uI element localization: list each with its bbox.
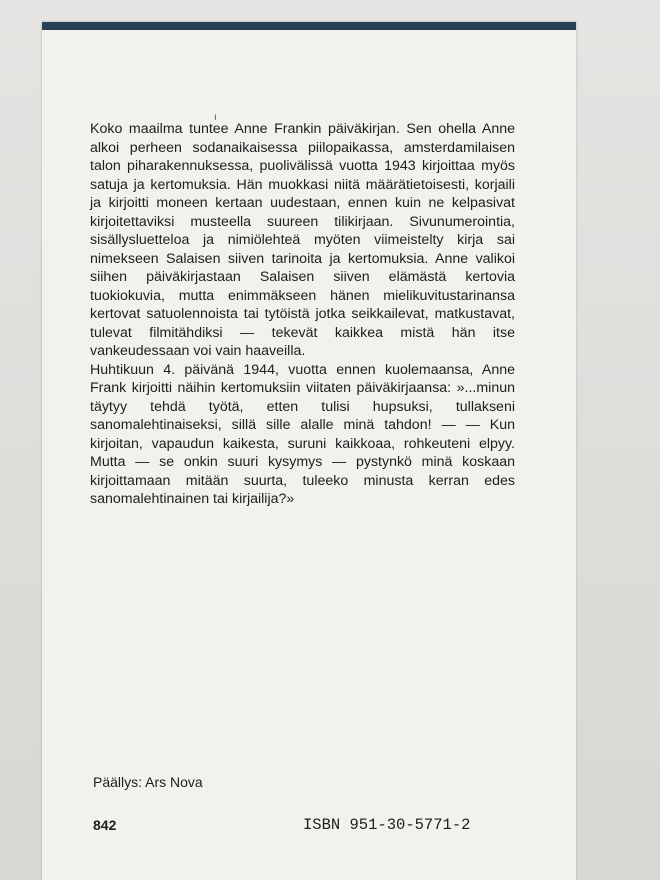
blurb-paragraph-1: Koko maailma tuntee Anne Frankin päiväkirjan. Sen ohella Anne alkoi perheen sodanaikaisessa piilopaikassa, amsterdamilaisen talon piharakennuksessa, puolivälissä vuotta 1943 kirjoittaa myös satuja ja kertomuksia. Hän muokkasi niitä määrätietoisesti, korjaili ja kirjoitti moneen kertaan uudestaan, ennen kuin ne kelpasivat kirjoitettaviksi musteella suureen tilikirjaan. Sivunumerointia, sisällysluetteloa ja nimiölehteä myöten viimeistelty kirja sai nimekseen Salaisen siiven tarinoita ja kertomuksia. Anne valikoi siihen päiväkirjastaan Salaisen siiven elämästä kertovia tuokiokuvia, mutta enimmäkseen hänen mielikuvitustarinansa kertovat satuolennoista tai tytöistä jotka seikkailevat, matkustavat, tulevat filmitähdiksi — tekevät kaikkea mistä hän itse vankeudessaan voi vain haaveilla.	[90, 121, 515, 359]
cover-credit: Päällys: Ars Nova	[93, 774, 203, 790]
book-back-cover	[42, 22, 576, 880]
blurb-paragraph-2: Huhtikuun 4. päivänä 1944, vuotta ennen kuolemaansa, Anne Frank kirjoitti näihin kertomuksiin viitaten päiväkirjaansa: »...minun täytyy tehdä työtä, etten tulisi hupsuksi, tullakseni sanomalehtinaiseksi, sillä sille alalle minä tahdon! — — Kun kirjoitan, vapaudun kaikesta, suruni kaikkoaa, rohkeuteni elpyy. Mutta — se onkin suuri kysymys — pystynkö minä koskaan kirjoittamaan mitään suurta, tuleeko minusta kerran edes sanomalehtinainen tai kirjailija?»	[90, 361, 515, 507]
blurb-text	[90, 120, 515, 509]
product-code: 842	[93, 817, 117, 833]
cover-page	[46, 30, 576, 880]
small-mark: ı	[214, 112, 217, 123]
dust-jacket-top-strip	[42, 22, 576, 30]
isbn: ISBN 951-30-5771-2	[303, 816, 471, 834]
